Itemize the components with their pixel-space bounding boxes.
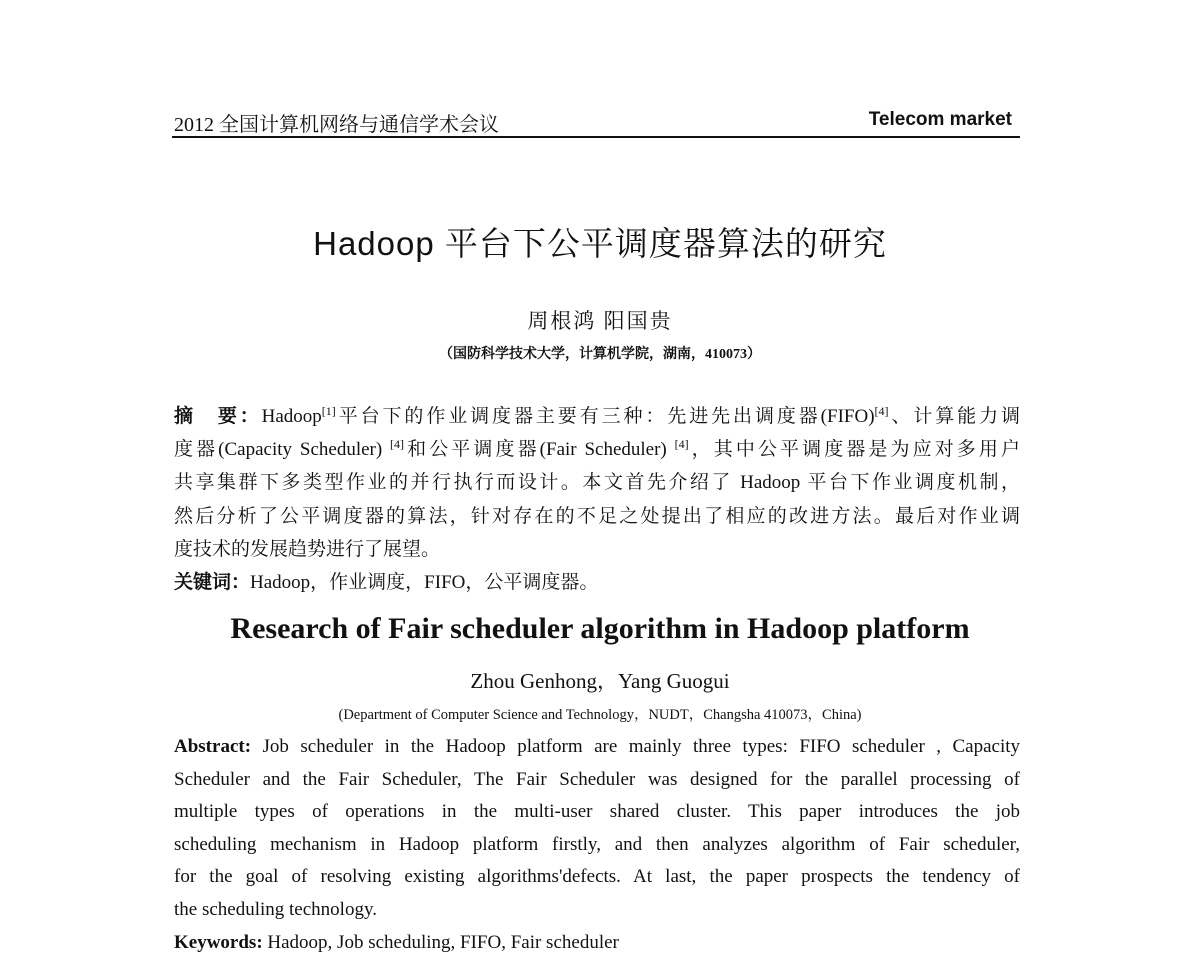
- affiliation-chinese: （国防科学技术大学，计算机学院，湖南，410073）: [439, 347, 761, 362]
- abstract-line: 共享集群下多类型作业的并行执行而设计。本文首先介绍了 Hadoop 平台下作业调度机制，: [174, 472, 1020, 494]
- abstract-line: 然后分析了公平调度器的算法，针对存在的不足之处提出了相应的改进方法。最后对作业调: [174, 505, 1020, 527]
- abstract-line: Hadoop[1]平台下的作业调度器主要有三种：先进先出调度器(FIFO)[4]、计算能力调: [261, 404, 1020, 427]
- affiliation-english: (Department of Computer Science and Technology，NUDT，Changsha 410073，China): [338, 707, 862, 723]
- abstract-label-en: Abstract:: [174, 736, 252, 757]
- citation-marker: [4]: [674, 437, 689, 452]
- header-journal: Telecom market: [868, 109, 1012, 130]
- keywords-label-cn: 关键词：: [174, 572, 251, 594]
- keywords-label-en: Keywords:: [174, 931, 263, 953]
- abstract-line: Job scheduler in the Hadoop platform are mainly three types: FIFO scheduler , Capacity: [262, 736, 1020, 757]
- keywords-cn: Hadoop，作业调度，FIFO，公平调度器。: [250, 572, 599, 594]
- abstract-line: scheduling mechanism in Hadoop platform firstly, and then analyzes algorithm of Fair scheduler,: [174, 833, 1020, 855]
- abstract-chinese: [174, 400, 1020, 599]
- authors-chinese: 周根鸿 阳国贵: [527, 309, 673, 333]
- abstract-line: for the goal of resolving existing algorithms'defects. At last, the paper prospects the tendency of: [174, 866, 1020, 888]
- abstract-line: 度器(Capacity Scheduler) [4]和公平调度器(Fair Scheduler) [4]，其中公平调度器是为应对多用户: [174, 437, 1020, 461]
- authors-english: Zhou Genhong，Yang Guogui: [470, 669, 730, 693]
- citation-marker: [4]: [874, 404, 889, 418]
- keywords-en: Hadoop, Job scheduling, FIFO, Fair scheduler: [267, 931, 619, 953]
- abstract-line: the scheduling technology.: [174, 898, 377, 920]
- abstract-english: [174, 731, 1020, 959]
- title-chinese: Hadoop 平台下公平调度器算法的研究: [313, 225, 887, 262]
- abstract-line: Scheduler and the Fair Scheduler, The Fair Scheduler was designed for the parallel processing of: [174, 768, 1020, 790]
- citation-marker: [4]: [390, 437, 405, 452]
- abstract-line: multiple types of operations in the multi-user shared cluster. This paper introduces the job: [174, 801, 1020, 823]
- citation-marker: [1]: [321, 404, 336, 418]
- abstract-line: 度技术的发展趋势进行了展望。: [174, 538, 441, 560]
- abstract-label-cn: 摘 要：: [174, 406, 262, 427]
- header-rule: [172, 136, 1020, 138]
- title-english: Research of Fair scheduler algorithm in Hadoop platform: [230, 612, 970, 645]
- header-conference: 2012 全国计算机网络与通信学术会议: [174, 114, 499, 136]
